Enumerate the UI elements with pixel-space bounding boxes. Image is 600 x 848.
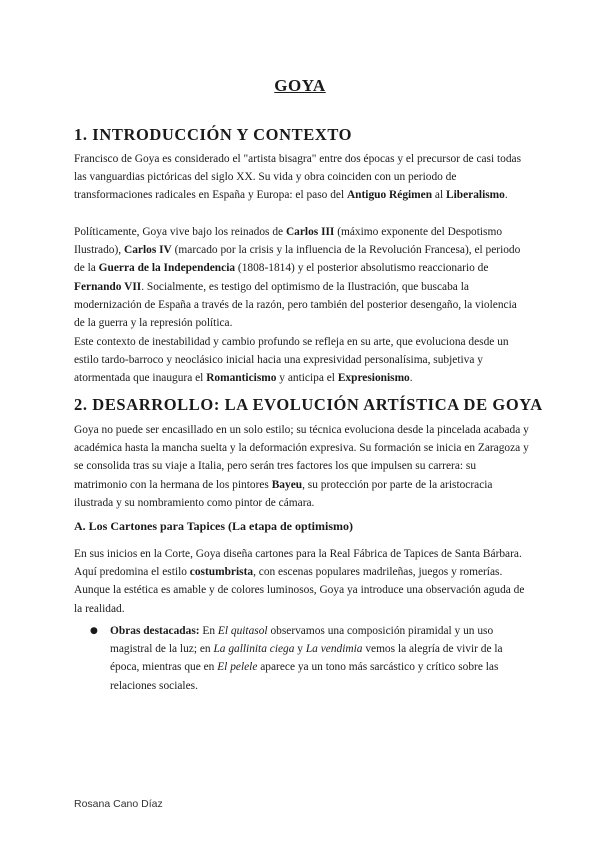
bold-term: Guerra de la Independencia: [98, 262, 236, 275]
paragraph-intro-2: [74, 223, 530, 332]
bold-term: Antiguo Régimen: [346, 189, 433, 202]
text-run: Este contexto de inestabilidad y cambio profundo se refleja en su arte, que evoluciona desde un estilo tardo-barroco y neoclásico inicial hacia una expresividad personalísima, subjetiva y atormentada que inaugura el: [74, 336, 509, 385]
text-run: (máximo exponente del Despotismo Ilustrado),: [74, 226, 503, 257]
artwork-title: El quitasol: [217, 625, 268, 637]
text-run: al: [432, 189, 446, 202]
bold-term: Expresionismo: [337, 372, 410, 385]
bold-term: Carlos III: [285, 226, 335, 238]
text-run: Políticamente, Goya vive bajo los reinados de: [74, 226, 286, 238]
paragraph-development-1: [74, 421, 530, 512]
text-run: En sus inicios en la Corte, Goya diseña cartones para la Real Fábrica de Tapices de Santa Bárbara. Aquí predomina el estilo: [74, 548, 522, 579]
document-title: GOYA: [274, 76, 326, 95]
bold-term: Obras destacadas:: [110, 625, 200, 637]
bullet-marker: ●: [90, 626, 98, 636]
paragraph-intro-1: [74, 150, 530, 205]
text-run: En: [199, 625, 218, 637]
artwork-title: El pelele: [217, 661, 258, 674]
text-run: , su protección por parte de la aristocracia ilustrada y su nombramiento como pintor de cámara.: [74, 478, 493, 509]
text-run: . Socialmente, es testigo del optimismo de la Ilustración, que buscaba la modernización de España a través de la razón, pero también del posterior desengaño, la violencia de la guerra y la represión política.: [74, 280, 517, 330]
artwork-title: La vendimia: [305, 643, 363, 656]
text-run: , con escenas populares madrileñas, juegos y romerías. Aunque la estética es amable y de colores luminosos, Goya ya introduce una observación aguda de la realidad.: [74, 566, 525, 615]
subsection-a-heading: A. Los Cartones para Tapices (La etapa de optimismo): [74, 519, 354, 533]
text-run: observamos una composición piramidal y un uso magistral de la luz; en: [110, 625, 494, 656]
bold-term: Romanticismo: [206, 372, 277, 385]
text-run: .: [409, 372, 413, 385]
bold-term: Carlos IV: [123, 244, 172, 257]
text-run: aparece ya un tono más sarcástico y crítico sobre las relaciones sociales.: [110, 661, 499, 692]
bold-term: Bayeu: [271, 478, 303, 491]
section-1-heading: 1. INTRODUCCIÓN Y CONTEXTO: [74, 125, 353, 144]
bold-term: Liberalismo: [446, 189, 505, 202]
text-run: (1808-1814) y el posterior absolutismo reaccionario de: [235, 262, 489, 275]
paragraph-intro-3: [74, 333, 530, 388]
bullet-obras-destacadas: [110, 622, 530, 695]
text-run: y anticipa el: [276, 372, 338, 385]
text-run: Francisco de Goya es considerado el "artista bisagra" entre dos épocas y el precursor de casi todas las vanguardias pictóricas del siglo XX. Su vida y obra coinciden con un periodo de transformaciones radicales en España y Europa: el paso del: [74, 153, 522, 202]
text-run: vemos la alegría de vivir de la época, mientras que en: [110, 643, 503, 674]
text-run: (marcado por la crisis y la influencia de la Revolución Francesa), el periodo de la: [74, 244, 521, 275]
artwork-title: La gallinita ciega: [213, 643, 295, 656]
text-run: y: [294, 643, 306, 656]
bold-term: costumbrista: [189, 566, 254, 579]
paragraph-cartones: [74, 545, 530, 618]
bold-term: Fernando VII: [74, 280, 142, 293]
text-run: .: [504, 189, 508, 202]
section-2-heading: 2. DESARROLLO: LA EVOLUCIÓN ARTÍSTICA DE GOYA: [74, 395, 543, 414]
text-run: Goya no puede ser encasillado en un solo estilo; su técnica evoluciona desde la pincelada acabada y académica hasta la mancha suelta y la deformación expresiva. Su formación se inicia en Zaragoza y se consolida tras su viaje a Italia, pero serán tres factores los que impulsen su carrera: su matrimonio con la hermana de los pintores: [74, 424, 529, 491]
footer-author: Rosana Cano Díaz: [74, 798, 163, 810]
